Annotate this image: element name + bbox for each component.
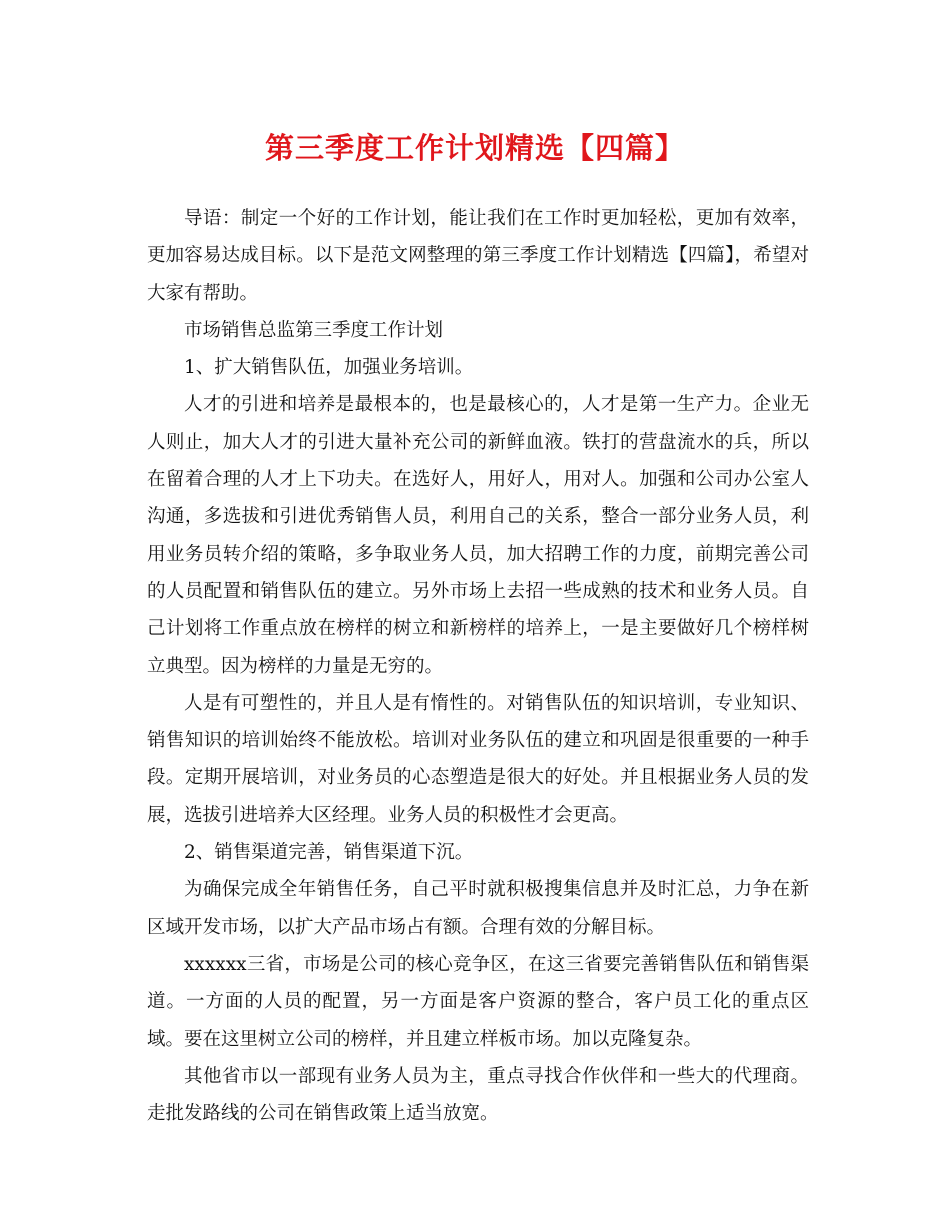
body-paragraph: 其他省市以一部现有业务人员为主，重点寻找合作伙伴和一些大的代理商。走批发路线的公司在销售政策上适当放宽。 [147,1065,809,1125]
body-paragraph: 为确保完成全年销售任务，自己平时就积极搜集信息并及时汇总，力争在新区域开发市场，以扩大产品市场占有额。合理有效的分解目标。 [147,879,809,938]
document-title: 第三季度工作计划精选【四篇】 [264,131,685,165]
numbered-item-1: 1、扩大销售队伍，加强业务培训。 [184,357,474,379]
body-paragraph: xxxxxx三省，市场是公司的核心竞争区，在这三省要完善销售队伍和销售渠道。一方面的人员的配置，另一方面是客户资源的整合，客户员工化的重点区域。要在这里树立公司的榜样，并且建立样板市场。加以克隆复杂。 [147,953,809,1050]
body-paragraph: 人才的引进和培养是最根本的，也是最核心的，人才是第一生产力。企业无人则止，加大人才的引进大量补充公司的新鲜血液。铁打的营盘流水的兵，所以在留着合理的人才上下功夫。在选好人，用好人，用对人。加强和公司办公室人沟通，多选拔和引进优秀销售人员，利用自己的关系，整合一部分业务人员，利用业务员转介绍的策略，多争取业务人员，加大招聘工作的力度，前期完善公司的人员配置和销售队伍的建立。另外市场上去招一些成熟的技术和业务人员。自己计划将工作重点放在榜样的树立和新榜样的培养上，一是主要做好几个榜样树立典型。因为榜样的力量是无穷的。 [147,394,809,677]
document-body [147,200,809,1132]
body-paragraph: 人是有可塑性的，并且人是有惰性的。对销售队伍的知识培训，专业知识、销售知识的培训始终不能放松。培训对业务队伍的建立和巩固是很重要的一种手段。定期开展培训，对业务员的心态塑造是很大的好处。并且根据业务人员的发展，选拔引进培养大区经理。业务人员的积极性才会更高。 [147,692,809,826]
intro-paragraph: 导语：制定一个好的工作计划，能让我们在工作时更加轻松，更加有效率，更加容易达成目标。以下是范文网整理的第三季度工作计划精选【四篇】，希望对大家有帮助。 [147,208,809,304]
numbered-item-2: 2、销售渠道完善，销售渠道下沉。 [184,842,474,864]
section-heading: 市场销售总监第三季度工作计划 [184,319,444,341]
